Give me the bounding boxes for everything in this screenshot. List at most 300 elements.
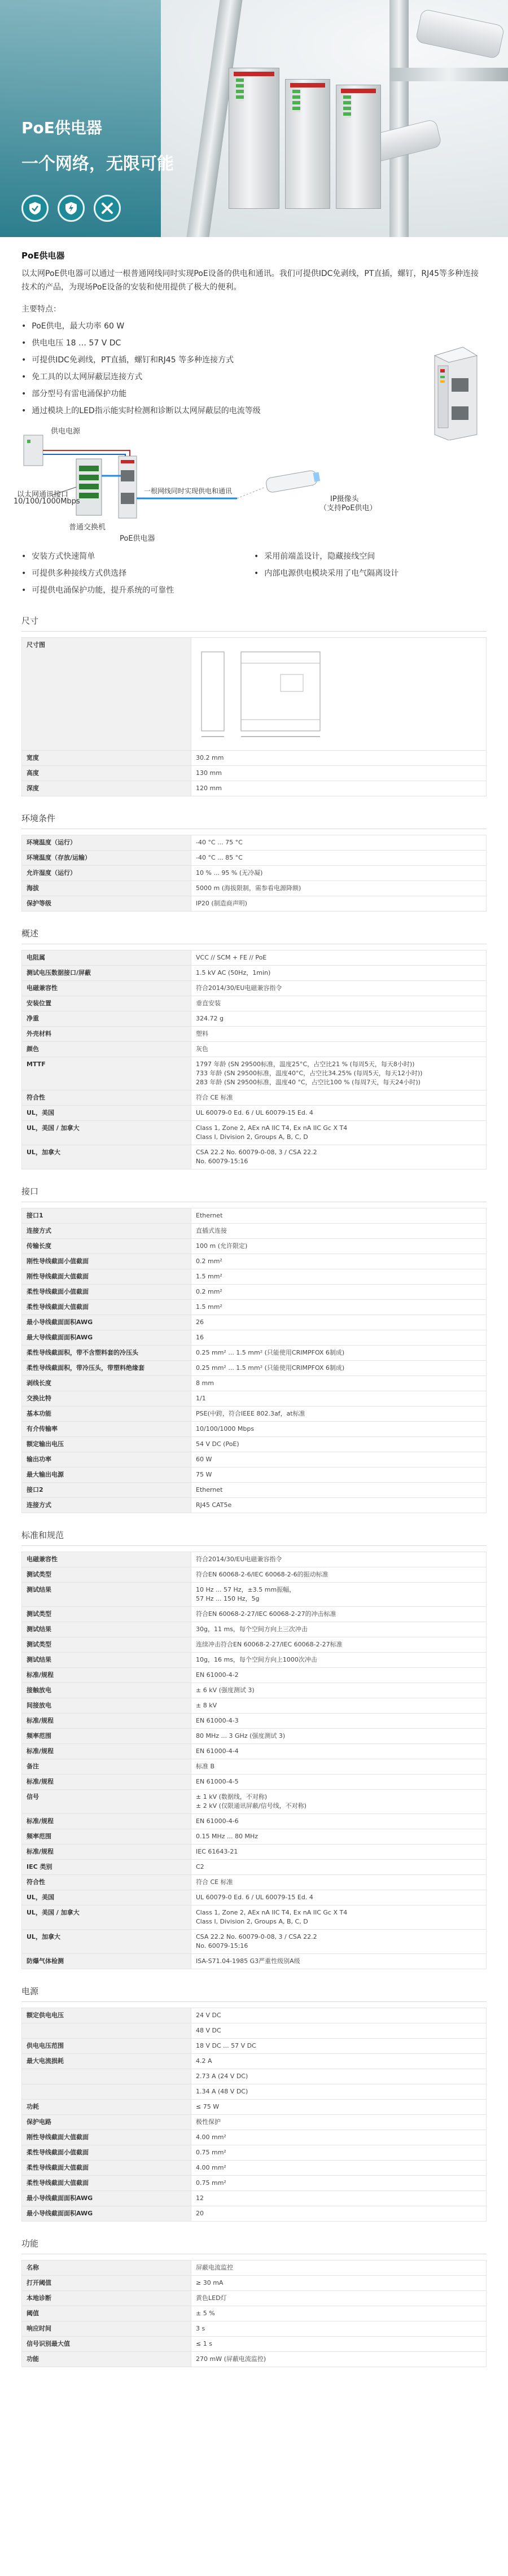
- spec-value: 0.25 mm² ... 1.5 mm² (只能使用CRIMPFOX 6制成): [191, 1361, 487, 1376]
- poe-injector-label: PoE供电器: [120, 535, 155, 543]
- spec-key: 间接放电: [22, 1698, 191, 1714]
- spec-value: 0.15 MHz ... 80 MHz: [191, 1829, 487, 1845]
- spec-key: 电阻属: [22, 950, 191, 966]
- table-row: [22, 2054, 487, 2069]
- spec-key: 符合性: [22, 1090, 191, 1106]
- spec-key: 连接方式: [22, 1224, 191, 1239]
- shield-lightning-icon: [58, 195, 85, 222]
- table-row: [22, 2306, 487, 2321]
- table-row: [22, 1583, 487, 1607]
- spec-value: 5000 m (海拔限制，需参看电源降额): [191, 881, 487, 896]
- table-row: [22, 1011, 487, 1027]
- table-row: [22, 1683, 487, 1698]
- spec-value: Class 1, Zone 2, AEx nA IIC T4, Ex nA IIC Gc X T4 Class I, Division 2, Groups A, B, C, D: [191, 1905, 487, 1930]
- table-row: [22, 1106, 487, 1121]
- spec-value: 130 mm: [191, 766, 487, 781]
- dimension-drawing: [191, 638, 487, 751]
- table-row: [22, 1954, 487, 1969]
- table-row: [22, 1285, 487, 1300]
- table-row: [22, 1653, 487, 1668]
- spec-key: UL，美国 / 加拿大: [22, 1121, 191, 1145]
- spec-value: 极性保护: [191, 2115, 487, 2130]
- spec-value: 270 mW (屏蔽电流监控): [191, 2352, 487, 2367]
- spec-value: 0.25 mm² ... 1.5 mm² (只能使用CRIMPFOX 6制成): [191, 1346, 487, 1361]
- spec-value: IP20 (制造商声明): [191, 896, 487, 912]
- table-row: [22, 1698, 487, 1714]
- table-row: [22, 1668, 487, 1683]
- table-row: [22, 1775, 487, 1790]
- spec-value: 符合2014/30/EU电磁兼容指令: [191, 981, 487, 996]
- spec-section: [0, 912, 508, 1169]
- table-row: [22, 1300, 487, 1315]
- poe-injector-graphic: [336, 85, 381, 209]
- spec-key: 最小导线截面面积AWG: [22, 2206, 191, 2222]
- spec-key: 传输长度: [22, 1239, 191, 1254]
- spec-key: UL，美国: [22, 1106, 191, 1121]
- table-row: [22, 1145, 487, 1169]
- spec-value: 18 V DC ... 57 V DC: [191, 2039, 487, 2054]
- section-title: 功能: [21, 2222, 487, 2254]
- spec-value: 符合 CE 标准: [191, 1875, 487, 1890]
- table-row: [22, 1042, 487, 1057]
- spec-key: 交换比特: [22, 1391, 191, 1407]
- spec-table: [21, 835, 487, 912]
- spec-key: 标准/规程: [22, 1714, 191, 1729]
- spec-key: [22, 2069, 191, 2084]
- spec-key: 打开阈值: [22, 2276, 191, 2291]
- spec-value: 塑料: [191, 1027, 487, 1042]
- spec-key: 最大输出电源: [22, 1467, 191, 1483]
- spec-value: 0.2 mm²: [191, 1254, 487, 1269]
- table-row: [22, 1890, 487, 1905]
- spec-key: 允许湿度（运行）: [22, 866, 191, 881]
- banner-subtitle: 一个网络，无限可能: [21, 154, 174, 174]
- table-row: [22, 2291, 487, 2306]
- secondary-features: [0, 544, 508, 599]
- spec-key: 安装位置: [22, 996, 191, 1011]
- table-row: [22, 2337, 487, 2352]
- hero-banner: [0, 0, 508, 237]
- spec-value: 0.75 mm²: [191, 2176, 487, 2191]
- spec-value: ISA-S71.04-1985 G3严重性级别A级: [191, 1954, 487, 1969]
- table-row: [22, 1269, 487, 1285]
- spec-key: 阈值: [22, 2306, 191, 2321]
- spec-value: -40 °C ... 85 °C: [191, 851, 487, 866]
- spec-value: 30g，11 ms，每个空间方向上三次冲击: [191, 1622, 487, 1637]
- spec-value: 8 mm: [191, 1376, 487, 1391]
- banner-title: PoE供电器: [21, 119, 102, 137]
- list-item: • 供电电压 18 … 57 V DC: [21, 335, 487, 352]
- spec-key: 标准/规程: [22, 1744, 191, 1759]
- table-row: [22, 1498, 487, 1513]
- spec-key: 柔性导线截面小值截面: [22, 2145, 191, 2161]
- table-row: [22, 1829, 487, 1845]
- table-row: [22, 1027, 487, 1042]
- table-row: [22, 1452, 487, 1467]
- table-row: [22, 981, 487, 996]
- speed-label: 10/100/1000Mbps: [14, 497, 80, 506]
- table-row: [22, 896, 487, 912]
- table-row: [22, 1330, 487, 1346]
- spec-key: 标准/规程: [22, 1775, 191, 1790]
- spec-key: 保护电路: [22, 2115, 191, 2130]
- table-row: [22, 2023, 487, 2039]
- spec-value: 0.75 mm²: [191, 2145, 487, 2161]
- table-row: [22, 1407, 487, 1422]
- spec-key: 最小导线截面面积AWG: [22, 1315, 191, 1330]
- section-title: 尺寸: [21, 599, 487, 632]
- table-row: [22, 1930, 487, 1954]
- spec-key: 测试结果: [22, 1622, 191, 1637]
- spec-value: 灰色: [191, 1042, 487, 1057]
- spec-value: 4.00 mm²: [191, 2130, 487, 2145]
- list-item: • 安装方式快速简单: [21, 548, 254, 565]
- mounting-pole-graphic: [389, 0, 409, 237]
- list-item: • 可提供多种接线方式供选择: [21, 565, 254, 582]
- table-row: [22, 1376, 487, 1391]
- spec-key: 信号: [22, 1790, 191, 1814]
- spec-value: -40 °C ... 75 °C: [191, 835, 487, 851]
- spec-value: 48 V DC: [191, 2023, 487, 2039]
- section-title: 电源: [21, 1969, 487, 2002]
- spec-value: Ethernet: [191, 1483, 487, 1498]
- spec-value: ± 8 kV: [191, 1698, 487, 1714]
- spec-value: RJ45 CAT5e: [191, 1498, 487, 1513]
- table-row: [22, 2100, 487, 2115]
- table-row: [22, 2176, 487, 2191]
- spec-key: 外壳材料: [22, 1027, 191, 1042]
- spec-key: 有介传输率: [22, 1422, 191, 1437]
- table-row: [22, 1057, 487, 1090]
- spec-value: 10g，16 ms，每个空间方向上1000次冲击: [191, 1653, 487, 1668]
- section-title: 概述: [21, 912, 487, 944]
- table-row: [22, 1208, 487, 1224]
- spec-value: IEC 61643-21: [191, 1845, 487, 1860]
- shield-check-icon: [21, 195, 49, 222]
- spec-value: 屏蔽电流监控: [191, 2260, 487, 2276]
- spec-value: 120 mm: [191, 781, 487, 796]
- spec-value: 10 % ... 95 % (无冷凝): [191, 866, 487, 881]
- spec-value: EN 61000-4-3: [191, 1714, 487, 1729]
- table-row: [22, 2145, 487, 2161]
- table-row: [22, 1567, 487, 1583]
- list-item: • 免工具的以太网屏蔽层连接方式: [21, 369, 487, 385]
- table-row: [22, 1759, 487, 1775]
- spec-key: 环境温度（运行）: [22, 835, 191, 851]
- table-row: [22, 1790, 487, 1814]
- spec-value: 10 Hz ... 57 Hz，±3.5 mm振幅， 57 Hz ... 150 Hz，5g: [191, 1583, 487, 1607]
- table-row: [22, 851, 487, 866]
- spec-value: 324.72 g: [191, 1011, 487, 1027]
- spec-key: 保护等级: [22, 896, 191, 912]
- spec-value: 54 V DC (PoE): [191, 1437, 487, 1452]
- spec-key: 测试结果: [22, 1653, 191, 1668]
- table-row: [22, 2206, 487, 2222]
- spec-key: UL，加拿大: [22, 1145, 191, 1169]
- table-row: [22, 2260, 487, 2276]
- table-row: [22, 781, 487, 796]
- spec-key: 电磁兼容性: [22, 1552, 191, 1567]
- spec-key: 柔性导线截面大值截面: [22, 2176, 191, 2191]
- spec-section: [0, 1969, 508, 2222]
- spec-value: 26: [191, 1315, 487, 1330]
- spec-key: UL，加拿大: [22, 1930, 191, 1954]
- spec-key: [22, 2084, 191, 2100]
- spec-value: 垂直安装: [191, 996, 487, 1011]
- spec-key: 柔性导线截面大值截面: [22, 2161, 191, 2176]
- table-row: [22, 2115, 487, 2130]
- features-title: 主要特点：: [21, 305, 61, 314]
- list-item: • 通过模块上的LED指示能实时检测和诊断以太网屏蔽层的电流等级: [21, 402, 487, 419]
- spec-section: [0, 599, 508, 796]
- spec-key: UL，美国: [22, 1890, 191, 1905]
- spec-key: 剥线长度: [22, 1376, 191, 1391]
- spec-value: 4.00 mm²: [191, 2161, 487, 2176]
- spec-key: 频率范围: [22, 1829, 191, 1845]
- spec-key: IEC 类别: [22, 1860, 191, 1875]
- spec-key: 符合性: [22, 1875, 191, 1890]
- ip-camera-sublabel: （支持PoE供电）: [319, 504, 377, 512]
- table-row: [22, 1729, 487, 1744]
- spec-value: C2: [191, 1860, 487, 1875]
- spec-section: [0, 796, 508, 912]
- spec-value: 黄色LED灯: [191, 2291, 487, 2306]
- spec-key: 输出功率: [22, 1452, 191, 1467]
- application-diagram: [0, 425, 508, 544]
- table-row: [22, 866, 487, 881]
- spec-key: 测试电压数据接口/屏蔽: [22, 966, 191, 981]
- spec-key: 额定供电电压: [22, 2008, 191, 2023]
- spec-key: 本地诊断: [22, 2291, 191, 2306]
- cable-label: 一根网线同时实现供电和通讯: [144, 487, 233, 495]
- power-supply-label: 供电电源: [51, 427, 81, 436]
- spec-key: 高度: [22, 766, 191, 781]
- spec-value: CSA 22.2 No. 60079-0-08, 3 / CSA 22.2 No. 60079-15:16: [191, 1145, 487, 1169]
- page-bottom-spacer: [0, 2367, 508, 2378]
- table-row: [22, 1814, 487, 1829]
- list-item: • 可提供电涌保护功能，提升系统的可靠性: [21, 582, 254, 599]
- spec-key: 海拔: [22, 881, 191, 896]
- table-row: [22, 1622, 487, 1637]
- spec-key: 环境温度（存放/运输）: [22, 851, 191, 866]
- spec-value: 60 W: [191, 1452, 487, 1467]
- spec-key: 信号识别最大值: [22, 2337, 191, 2352]
- spec-key: 深度: [22, 781, 191, 796]
- spec-value: EN 61000-4-4: [191, 1744, 487, 1759]
- spec-key: 防爆气体检测: [22, 1954, 191, 1969]
- spec-value: Class 1, Zone 2, AEx nA IIC T4, Ex nA IIC Gc X T4 Class I, Division 2, Groups A, B, C, D: [191, 1121, 487, 1145]
- table-row: [22, 1361, 487, 1376]
- table-row: [22, 1346, 487, 1361]
- spec-key: 接口1: [22, 1208, 191, 1224]
- spec-value: 符合 CE 标准: [191, 1090, 487, 1106]
- spec-value: 1.5 kV AC (50Hz，1min): [191, 966, 487, 981]
- table-row: [22, 1437, 487, 1452]
- spec-value: PSE(中跨，符合IEEE 802.3af，at标准: [191, 1407, 487, 1422]
- table-row: [22, 2008, 487, 2023]
- spec-table: [21, 2260, 487, 2367]
- spec-key: 刚性导线截面大值截面: [22, 1269, 191, 1285]
- intro-heading: PoE供电器: [21, 251, 65, 261]
- spec-value: 1797 年龄 (SN 29500标准，温度25°C，占空比21 % (每周5天，每天8小时)) 733 年龄 (SN 29500标准，温度40°C，占空比34.25% (每周5天，每天12小时)) 283 年龄 (SN 29500标准，温度40 °C，占空比100 % (每周7天，每天24小时)): [191, 1057, 487, 1090]
- table-row: [22, 2084, 487, 2100]
- spec-value: 标准 B: [191, 1759, 487, 1775]
- ip-camera-label: IP摄像头: [330, 495, 359, 503]
- list-item: • PoE供电，最大功率 60 W: [21, 318, 487, 335]
- table-row: [22, 1422, 487, 1437]
- spec-value: UL 60079-0 Ed. 6 / UL 60079-15 Ed. 4: [191, 1106, 487, 1121]
- table-row: [22, 1607, 487, 1622]
- table-row: [22, 1121, 487, 1145]
- table-row: [22, 2069, 487, 2084]
- table-row: [22, 1224, 487, 1239]
- spec-value: ≤ 75 W: [191, 2100, 487, 2115]
- table-row: [22, 1391, 487, 1407]
- table-row: [22, 1714, 487, 1729]
- spec-value: ± 6 kV (强度测试 3): [191, 1683, 487, 1698]
- spec-key: 柔性导线截面小值截面: [22, 1285, 191, 1300]
- mounting-pole-graphic: [389, 68, 508, 81]
- spec-value: ± 5 %: [191, 2306, 487, 2321]
- spec-value: 0.2 mm²: [191, 1285, 487, 1300]
- spec-key: 柔性导线截面大值截面: [22, 1300, 191, 1315]
- table-row: [22, 1483, 487, 1498]
- spec-key: 最小导线截面面积AWG: [22, 2191, 191, 2206]
- features-list: [21, 318, 487, 419]
- spec-key: 标准/规程: [22, 1668, 191, 1683]
- spec-key: 测试结果: [22, 1583, 191, 1607]
- spec-value: 100 m (允许限定): [191, 1239, 487, 1254]
- spec-value: 1.34 A (48 V DC): [191, 2084, 487, 2100]
- table-row: [22, 1254, 487, 1269]
- spec-key: 最大电流损耗: [22, 2054, 191, 2069]
- spec-value: 75 W: [191, 1467, 487, 1483]
- features-list-left: [21, 548, 254, 599]
- spec-value: 1.5 mm²: [191, 1300, 487, 1315]
- intro-section: [0, 237, 508, 419]
- poe-injector-graphic: [285, 79, 330, 209]
- spec-section: [0, 2222, 508, 2367]
- spec-value: EN 61000-4-5: [191, 1775, 487, 1790]
- spec-value: ≤ 1 s: [191, 2337, 487, 2352]
- ethernet-interface-label: 以太网通讯接口: [17, 490, 69, 499]
- table-row: [22, 1860, 487, 1875]
- spec-value: 符合2014/30/EU电磁兼容指令: [191, 1552, 487, 1567]
- intro-description: 以太网PoE供电器可以通过一根普通网线同时实现PoE设备的供电和通讯。我们可提供IDC免剥线，PT直插，螺钉，RJ45等多种连接技术的产品，为现场PoE设备的安装和使用提供了极大的便利。: [21, 269, 479, 292]
- spec-value: 3 s: [191, 2321, 487, 2337]
- spec-value: 20: [191, 2206, 487, 2222]
- spec-key: 接触放电: [22, 1683, 191, 1698]
- section-title: 标准和规范: [21, 1513, 487, 1546]
- spec-value: CSA 22.2 No. 60079-0-08, 3 / CSA 22.2 No. 60079-15:16: [191, 1930, 487, 1954]
- spec-key: UL，美国 / 加拿大: [22, 1905, 191, 1930]
- spec-key: 尺寸图: [22, 638, 191, 751]
- spec-value: 30.2 mm: [191, 751, 487, 766]
- table-row: [22, 1315, 487, 1330]
- spec-value: ± 1 kV (数据线，不对称) ± 2 kV (仅限通讯屏蔽/信号线，不对称): [191, 1790, 487, 1814]
- spec-value: 16: [191, 1330, 487, 1346]
- section-title: 接口: [21, 1169, 487, 1202]
- spec-section: [0, 1169, 508, 1513]
- spec-table: [21, 637, 487, 796]
- spec-key: 颜色: [22, 1042, 191, 1057]
- spec-value: 符合EN 60068-2-27/IEC 60068-2-27的冲击标准: [191, 1607, 487, 1622]
- spec-key: 功能: [22, 2352, 191, 2367]
- spec-value: 4.2 A: [191, 2054, 487, 2069]
- table-row: [22, 835, 487, 851]
- spec-key: [22, 2023, 191, 2039]
- spec-key: 功耗: [22, 2100, 191, 2115]
- spec-value: EN 61000-4-6: [191, 1814, 487, 1829]
- spec-key: 标准/规程: [22, 1845, 191, 1860]
- list-item: • 部分型号有雷电涌保护功能: [21, 385, 487, 402]
- spec-table: [21, 1208, 487, 1513]
- spec-key: 宽度: [22, 751, 191, 766]
- spec-value: 1.5 mm²: [191, 1269, 487, 1285]
- section-title: 环境条件: [21, 796, 487, 829]
- table-row: [22, 751, 487, 766]
- table-row: [22, 966, 487, 981]
- table-row: [22, 2276, 487, 2291]
- spec-value: 12: [191, 2191, 487, 2206]
- spec-key: 测试类型: [22, 1637, 191, 1653]
- table-row: [22, 2130, 487, 2145]
- table-row: [22, 1845, 487, 1860]
- spec-key: 频率范围: [22, 1729, 191, 1744]
- spec-key: 额定输出电压: [22, 1437, 191, 1452]
- spec-value: EN 61000-4-2: [191, 1668, 487, 1683]
- table-row: [22, 1637, 487, 1653]
- spec-key: 最大导线截面面积AWG: [22, 1330, 191, 1346]
- spec-key: 净重: [22, 1011, 191, 1027]
- spec-key: 电磁兼容性: [22, 981, 191, 996]
- spec-key: 供电电压范围: [22, 2039, 191, 2054]
- spec-table: [21, 2008, 487, 2222]
- spec-value: 10/100/1000 Mbps: [191, 1422, 487, 1437]
- table-row: [22, 1090, 487, 1106]
- spec-key: 名称: [22, 2260, 191, 2276]
- spec-value: ≥ 30 mA: [191, 2276, 487, 2291]
- spec-value: Ethernet: [191, 1208, 487, 1224]
- table-row: [22, 2352, 487, 2367]
- table-row: [22, 2321, 487, 2337]
- banner-badges: [21, 195, 121, 222]
- table-row: [22, 996, 487, 1011]
- table-row: [22, 766, 487, 781]
- spec-key: 基本功能: [22, 1407, 191, 1422]
- spec-key: 响应时间: [22, 2321, 191, 2337]
- spec-value: 直插式连接: [191, 1224, 487, 1239]
- table-row: [22, 1875, 487, 1890]
- spec-value: 80 MHz ... 3 GHz (强度测试 3): [191, 1729, 487, 1744]
- list-item: • 可提供IDC免剥线，PT直插，螺钉和RJ45 等多种连接方式: [21, 352, 487, 369]
- wrench-cross-icon: [94, 195, 121, 222]
- poe-injector-graphic: [229, 68, 279, 209]
- spec-value: 2.73 A (24 V DC): [191, 2069, 487, 2084]
- spec-key: MTTF: [22, 1057, 191, 1090]
- table-row: [22, 2161, 487, 2176]
- table-row: [22, 2191, 487, 2206]
- spec-key: 柔性导线截面积，带不含塑料套的冷压头: [22, 1346, 191, 1361]
- spec-table: [21, 1552, 487, 1969]
- spec-key: 接口2: [22, 1483, 191, 1498]
- table-row: [22, 950, 487, 966]
- table-row: [22, 1744, 487, 1759]
- table-row: [22, 1239, 487, 1254]
- features-list-right: [254, 548, 487, 599]
- spec-value: UL 60079-0 Ed. 6 / UL 60079-15 Ed. 4: [191, 1890, 487, 1905]
- spec-key: 柔性导线截面积，带冷压头，带塑料绝缘套: [22, 1361, 191, 1376]
